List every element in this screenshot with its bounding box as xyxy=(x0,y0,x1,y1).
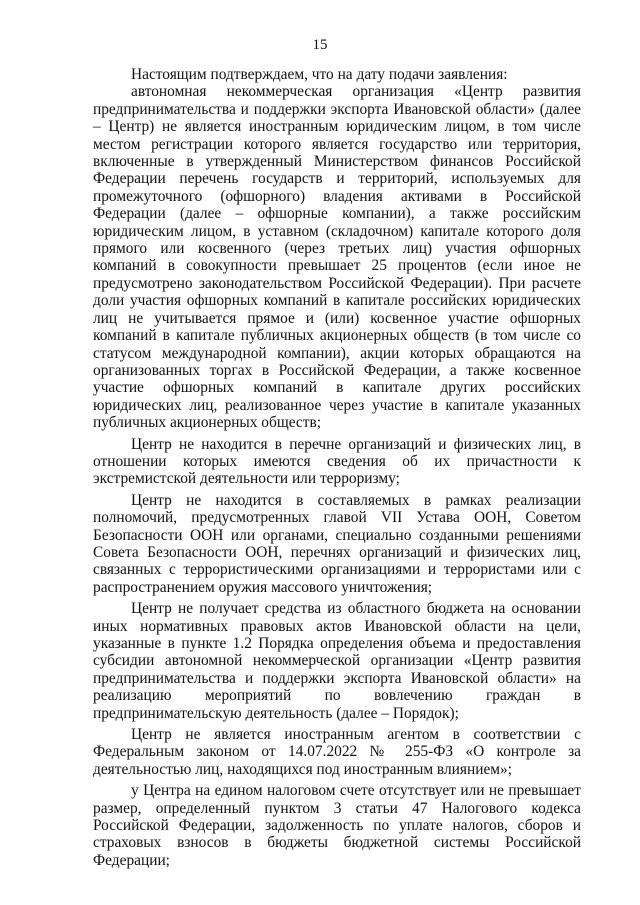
page-number: 15 xyxy=(312,37,328,53)
paragraph-tax-debt: у Центра на едином налоговом счете отсутствует или не превышает размер, определенный пунктом 3 статьи 47 Налогового кодекса Российской Федерации, задолженность по уплате налогов, сборов и страховых взносов в бюджеты бюджетной системы Российской Федерации; xyxy=(93,782,581,869)
paragraph-intro: Настоящим подтверждаем, что на дату подачи заявления: xyxy=(131,66,508,83)
paragraph-extremism: Центр не находится в перечне организаций и физических лиц, в отношении которых имеются сведения об их причастности к экстремистской деятельности или терроризму; xyxy=(93,435,581,488)
paragraph-offshore: автономная некоммерческая организация «Центр развития предпринимательства и поддержки экспорта Ивановской области» (далее – Центр) не является иностранным юридическим лицом, в том числе местом регистрации которого является государство или территория, включенные в утвержденный Министерством финансов Российской Федерации перечень государств и территорий, используемых для промежуточного (офшорного) владения активами в Российской Федерации (далее – офшорные компании), а также российским юридическим лицом, в уставном (складочном) капитале которого доля прямого или косвенного (через третьих лиц) участия офшорных компаний в совокупности превышает 25 процентов (если иное не предусмотрено законодательством Российской Федерации). При расчете доли участия офшорных компаний в капитале российских юридических лиц не учитывается прямое и (или) косвенное участие офшорных компаний в капитале публичных акционерных обществ (в том числе со статусом международной компании), акции которых обращаются на организованных торгах в Российской Федерации, а также косвенное участие офшорных компаний в капитале других российских юридических лиц, реализованное через участие в капитале указанных публичных акционерных обществ; xyxy=(93,83,581,432)
document-body xyxy=(93,66,581,869)
paragraph-foreign-agent: Центр не является иностранным агентом в соответствии с Федеральным законом от 14.07.2022 № 255-ФЗ «О контроле за деятельностью лиц, находящихся под иностранным влиянием»; xyxy=(93,726,581,778)
paragraph-regional-budget: Центр не получает средства из областного бюджета на основании иных нормативных правовых актов Ивановской области на цели, указанные в пункте 1.2 Порядка определения объема и предоставления субсидии автономной некоммерческой организации «Центр развития предпринимательства и поддержки экспорта Ивановской области» на реализацию мероприятий по вовлечению граждан в предпринимательскую деятельность (далее – Порядок); xyxy=(93,600,581,722)
paragraph-un-sanctions: Центр не находится в составляемых в рамках реализации полномочий, предусмотренных главой VII Устава ООН, Советом Безопасности ООН или органами, специально созданными решениями Совета Безопасности ООН, перечнях организаций и физических лиц, связанных с террористическими организациями и террористами или с распространением оружия массового уничтожения; xyxy=(93,491,581,596)
